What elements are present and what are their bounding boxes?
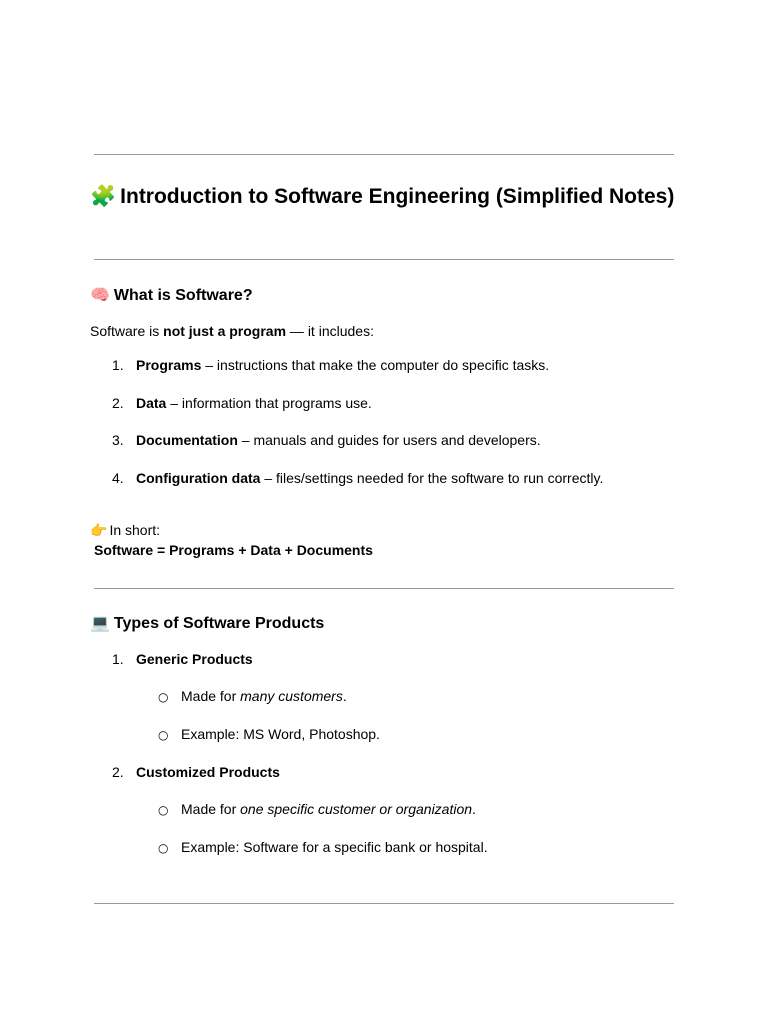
intro-emphasis: not just a program [163,323,287,339]
list-number: 3. [112,432,124,448]
in-short-text: In short: [109,522,161,538]
sub-item-emphasis: many customers [240,688,343,704]
list-term: Documentation [136,432,238,448]
circle-bullet-icon: ○ [158,728,169,742]
in-short-label [90,521,160,540]
list-item [112,763,280,781]
list-item [112,469,603,487]
list-item [112,431,541,449]
list-item [112,650,253,668]
sub-list-item [158,687,347,706]
page-title-text: Introduction to Software Engineering (Simplified Notes) [120,185,675,208]
sub-item-text-end: . [342,688,347,704]
sub-list-item [158,725,380,744]
circle-bullet-icon: ○ [158,841,169,855]
section-heading-text: What is Software? [113,287,253,304]
section-heading-text: Types of Software Products [113,615,325,632]
sub-item-text-end: . [472,801,476,817]
sub-item-text: Example: Software for a specific bank or hospital. [181,839,488,855]
brain-icon: 🧠 [90,285,110,304]
list-item [112,394,372,412]
horizontal-rule [94,154,674,155]
list-term: Generic Products [136,651,253,667]
page-title [90,182,690,211]
intro-paragraph [90,322,374,340]
list-number: 4. [112,470,124,486]
list-description: – instructions that make the computer do specific tasks. [201,357,550,373]
sub-item-text: Example: MS Word, Photoshop. [181,726,380,742]
list-term: Configuration data [136,470,261,486]
sub-item-emphasis: one specific customer or organization [240,801,473,817]
intro-text: Software is [90,323,164,339]
list-number: 1. [112,651,124,667]
intro-text-end: — it includes: [286,323,374,339]
sub-list-item [158,800,476,819]
list-term: Programs [136,357,202,373]
sub-item-text: Made for [181,801,241,817]
formula-text: Software = Programs + Data + Documents [94,542,373,558]
horizontal-rule [94,903,674,904]
list-item [112,356,549,374]
horizontal-rule [94,259,674,260]
section-heading-what-is-software [90,284,253,307]
list-description: – information that programs use. [166,395,372,411]
list-description: – files/settings needed for the software to run correctly. [260,470,604,486]
sub-item-text: Made for [181,688,241,704]
software-formula [94,541,373,559]
laptop-icon: 💻 [90,613,110,632]
list-term: Customized Products [136,764,280,780]
circle-bullet-icon: ○ [158,803,169,817]
section-heading-types-of-software [90,612,324,635]
sub-list-item [158,838,488,857]
list-description: – manuals and guides for users and developers. [237,432,541,448]
list-term: Data [136,395,167,411]
list-number: 2. [112,395,124,411]
list-number: 1. [112,357,124,373]
pointing-hand-icon: 👉 [90,523,108,539]
puzzle-piece-icon: 🧩 [90,184,117,208]
horizontal-rule [94,588,674,589]
list-number: 2. [112,764,124,780]
circle-bullet-icon: ○ [158,690,169,704]
